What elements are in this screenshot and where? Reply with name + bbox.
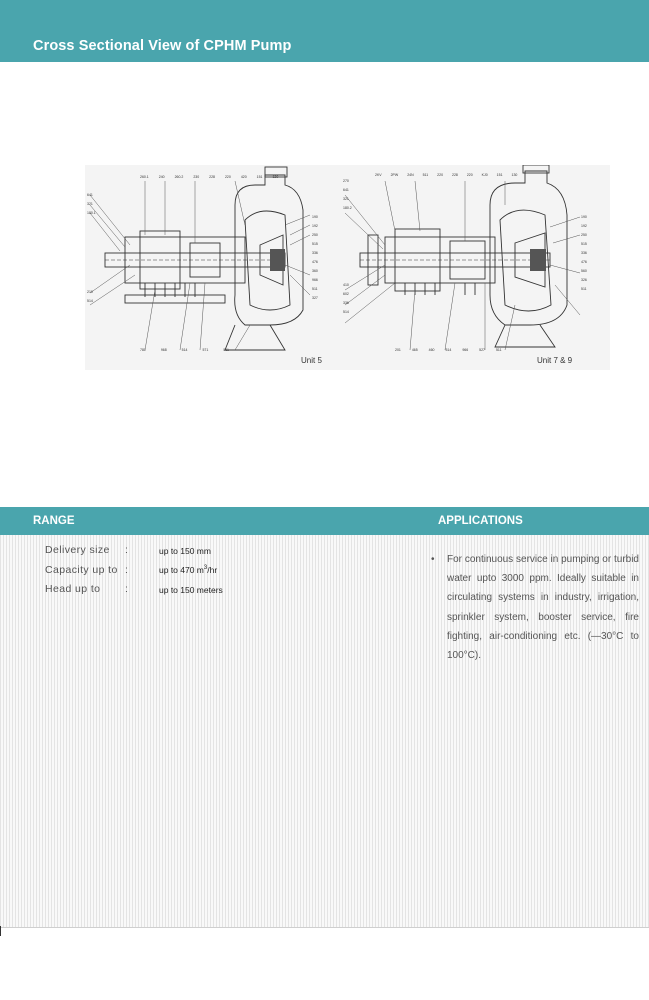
range-value-head: up to 150 meters — [159, 585, 223, 595]
range-value-delivery: up to 150 mm — [159, 546, 211, 556]
page-title: Cross Sectional View of CPHM Pump — [33, 38, 292, 54]
part-label: 260.2 — [174, 175, 184, 179]
part-label: 270 — [343, 179, 349, 183]
bullet-icon: • — [431, 554, 435, 565]
part-label: 220 — [224, 175, 231, 179]
part-label: 511 — [223, 348, 229, 352]
part-label: 515 — [581, 242, 587, 246]
part-label: 420 — [240, 175, 247, 179]
part-label: 151 — [256, 175, 263, 179]
part-label: 511 — [422, 173, 429, 177]
bottom-rule — [0, 927, 649, 928]
unit-5-top-labels — [140, 175, 278, 179]
unit-7-9-left-labels — [343, 177, 357, 317]
part-label: 151 — [496, 173, 503, 177]
range-label-delivery: Delivery size — [45, 544, 110, 556]
unit-5-drawing — [105, 167, 303, 350]
part-label: 180.2 — [343, 206, 352, 210]
part-label: 260.1 — [140, 175, 149, 179]
part-label: 336 — [312, 251, 318, 255]
capacity-value: up to 470 m — [159, 565, 204, 575]
part-label: 250 — [581, 233, 587, 237]
part-label: 192 — [312, 224, 318, 228]
part-label: 476 — [312, 260, 318, 264]
part-label: 514 — [181, 348, 188, 352]
applications-title: APPLICATIONS — [438, 515, 523, 527]
part-label: 190 — [581, 215, 587, 219]
range-value-capacity — [159, 565, 217, 575]
unit-5-right-labels — [312, 213, 326, 303]
part-label: 220 — [466, 173, 473, 177]
capacity-suffix: /hr — [207, 565, 218, 575]
part-label: 476 — [581, 260, 587, 264]
part-label: 465 — [411, 348, 418, 352]
part-label: 511 — [581, 287, 587, 291]
part-label: 250 — [312, 233, 318, 237]
range-label-head: Head up to — [45, 583, 101, 595]
part-label: 966 — [462, 348, 469, 352]
unit-7-9-right-labels — [581, 213, 595, 294]
part-label: 321 — [87, 202, 93, 206]
unit-7-9-label: Unit 7 & 9 — [537, 356, 573, 365]
part-label: 511 — [495, 348, 502, 352]
part-label: 321 — [343, 197, 349, 201]
part-label: 514 — [343, 310, 349, 314]
part-label: 2PW — [390, 173, 399, 177]
applications-text: For continuous service in pumping or turbid water upto 3000 ppm. Ideally suitable in circulating systems in industry, irrigation, sprinkler system, booster service, fire fighting, air-conditioning etc. (—30°C to 100°C). — [447, 554, 639, 662]
part-label: 240 — [158, 175, 165, 179]
range-colon: : — [125, 544, 128, 556]
part-label: 327 — [312, 296, 318, 300]
part-label: 602 — [343, 292, 349, 296]
part-label: 201 — [395, 348, 401, 352]
left-bracket — [0, 926, 1, 936]
part-label: 336 — [343, 301, 349, 305]
part-label: 130 — [511, 173, 518, 177]
unit-5-left-labels — [87, 191, 101, 306]
cross-section-figure — [85, 165, 610, 370]
part-label: 515 — [312, 242, 318, 246]
unit-5-label: Unit 5 — [301, 356, 322, 365]
part-label: 511 — [312, 287, 318, 291]
range-colon: : — [125, 564, 128, 576]
part-label: 24N — [407, 173, 414, 177]
part-label: 560 — [581, 269, 587, 273]
part-label: 527 — [479, 348, 485, 352]
capacity-sup: 3 — [203, 565, 208, 572]
part-label: 966 — [312, 278, 318, 282]
unit-7-9-bottom-labels — [395, 348, 502, 352]
part-label: 230 — [193, 175, 200, 179]
part-label: 228 — [452, 173, 458, 177]
part-label: 228 — [209, 175, 215, 179]
section-band — [0, 507, 649, 535]
part-label: 514 — [445, 348, 452, 352]
range-title: RANGE — [33, 515, 75, 527]
part-label: 460 — [428, 348, 435, 352]
part-label: 220 — [437, 173, 444, 177]
part-label: 326 — [581, 278, 587, 282]
part-label: 641 — [343, 188, 349, 192]
range-colon: : — [125, 583, 128, 595]
part-label: 190 — [312, 215, 318, 219]
part-label: 192 — [581, 224, 587, 228]
part-label: 180.1 — [87, 211, 96, 215]
part-label: 514 — [87, 299, 93, 303]
unit-5-bottom-labels — [140, 348, 229, 352]
part-label: 210 — [87, 290, 93, 294]
part-label: 641 — [87, 193, 93, 197]
part-label: 130 — [272, 175, 279, 179]
unit-7-9-drawing — [360, 165, 567, 347]
unit-7-9-top-labels — [375, 173, 517, 177]
part-label: 410 — [343, 283, 349, 287]
part-label: 968 — [160, 348, 167, 352]
part-label: 571 — [202, 348, 209, 352]
part-label: KJ0 — [481, 173, 488, 177]
part-label: 2KV — [375, 173, 382, 177]
part-label: 336 — [581, 251, 587, 255]
part-label: 360 — [312, 269, 318, 273]
part-label: 781 — [140, 348, 146, 352]
range-label-capacity: Capacity up to — [45, 564, 118, 576]
